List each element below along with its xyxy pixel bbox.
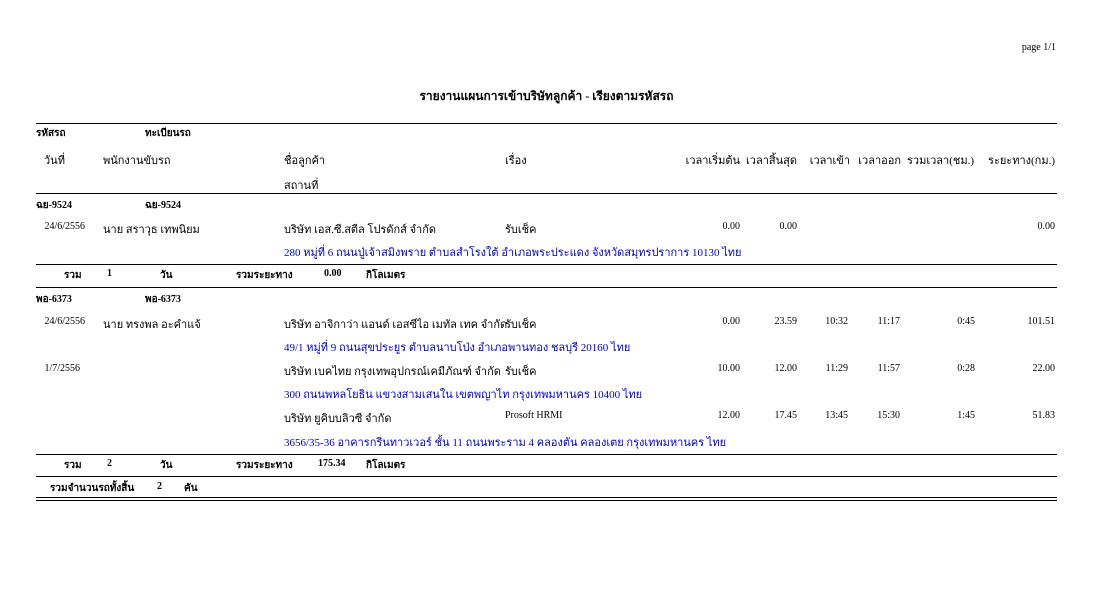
group-total-days: 1: [107, 268, 112, 279]
header-end-time: เวลาสิ้นสุด: [746, 155, 797, 167]
row-distance: 101.51: [1027, 316, 1055, 327]
row-hours: 0:28: [957, 363, 975, 374]
row-subject: Prosoft HRMI: [505, 410, 563, 421]
row-distance: 0.00: [1037, 221, 1055, 232]
row-end: 12.00: [774, 363, 797, 374]
group-summary-bottom-rule: [36, 476, 1057, 477]
row-time-out: 15:30: [877, 410, 900, 421]
row-time-in: 10:32: [825, 316, 848, 327]
row-time-in: 11:29: [825, 363, 848, 374]
group-distance-label: รวมระยะทาง: [236, 460, 293, 471]
row-start: 0.00: [722, 221, 740, 232]
row-start: 12.00: [717, 410, 740, 421]
row-address: 300 ถนนพหลโยธิน แขวงสามเสนใน เขตพญาไท กรุงเทพมหานคร 10400 ไทย: [284, 389, 643, 401]
row-customer: บริษัท ยูคิบบลิวซี จำกัด: [284, 413, 392, 425]
group-plate: พอ-6373: [145, 294, 181, 305]
header-distance: ระยะทาง(กม.): [988, 155, 1055, 167]
header-plate: ทะเบียนรถ: [145, 128, 191, 139]
row-time-out: 11:57: [877, 363, 900, 374]
group-day-unit: วัน: [160, 270, 173, 281]
group-car-code: พอ-6373: [36, 294, 72, 305]
group-plate: ฉย-9524: [145, 200, 182, 211]
report-title: รายงานแผนการเข้าบริษัทลูกค้า - เรียงตามรหัสรถ: [419, 89, 674, 103]
row-subject: รับเช็ค: [505, 366, 537, 378]
row-hours: 1:45: [957, 410, 975, 421]
header-car-code: รหัสรถ: [36, 128, 66, 139]
row-date: 1/7/2556: [44, 363, 80, 374]
group-total-label: รวม: [64, 270, 82, 281]
row-customer: บริษัท อาจิกาว่า แอนด์ เอสซีไอ เมทัล เทค จำกัด: [284, 319, 508, 331]
row-address: 3656/35-36 อาคารกรีนทาวเวอร์ ชั้น 11 ถนนพระราม 4 คลองตัน คลองเตย กรุงเทพมหานคร ไทย: [284, 437, 727, 449]
header-customer: ชื่อลูกค้า: [284, 155, 326, 167]
group-total-label: รวม: [64, 460, 82, 471]
row-customer: บริษัท เอส.ซี.สตีล โปรดักส์ จำกัด: [284, 224, 437, 236]
header-date: วันที่: [44, 155, 65, 167]
group-summary-top-rule: [36, 454, 1057, 455]
grand-total-unit: คัน: [184, 483, 198, 494]
group-distance-value: 175.34: [318, 458, 346, 469]
row-subject: รับเช็ค: [505, 319, 537, 331]
group-summary-bottom-rule: [36, 287, 1057, 288]
header-time-in: เวลาเข้า: [809, 155, 850, 167]
row-date: 24/6/2556: [44, 221, 85, 232]
group-car-code: ฉย-9524: [36, 200, 73, 211]
row-time-in: 13:45: [825, 410, 848, 421]
header-place: สถานที่: [284, 180, 319, 192]
header-start-time: เวลาเริ่มต้น: [685, 155, 740, 167]
row-driver: นาย สราวุธ เทพนิยม: [103, 224, 200, 236]
grand-total-count: 2: [157, 481, 162, 492]
grand-total-rule-1: [36, 497, 1057, 498]
grand-total-rule-2: [36, 500, 1057, 501]
row-time-out: 11:17: [877, 316, 900, 327]
group-distance-value: 0.00: [324, 268, 342, 279]
header-top-rule: [36, 123, 1057, 124]
header-bottom-rule: [36, 193, 1057, 194]
row-end: 23.59: [774, 316, 797, 327]
row-end: 0.00: [779, 221, 797, 232]
row-end: 17.45: [774, 410, 797, 421]
row-date: 24/6/2556: [44, 316, 85, 327]
row-distance: 51.83: [1032, 410, 1055, 421]
header-total-hours: รวมเวลา(ชม.): [907, 155, 974, 167]
header-subject: เรื่อง: [505, 155, 527, 167]
row-distance: 22.00: [1032, 363, 1055, 374]
group-total-days: 2: [107, 458, 112, 469]
group-km-unit: กิโลเมตร: [366, 270, 406, 281]
row-subject: รับเช็ค: [505, 224, 537, 236]
group-distance-label: รวมระยะทาง: [236, 270, 293, 281]
row-hours: 0:45: [957, 316, 975, 327]
header-time-out: เวลาออก: [858, 155, 901, 167]
page-number: page 1/1: [1021, 42, 1056, 53]
row-address: 49/1 หมู่ที่ 9 ถนนสุขประยูร ตำบลนาบโป่ง อำเภอพานทอง ชลบุรี 20160 ไทย: [284, 342, 631, 354]
row-address: 280 หมู่ที่ 6 ถนนปู่เจ้าสมิงพราย ตำบลสำโรงใต้ อำเภอพระประแดง จังหวัดสมุทรปราการ 10130 ไทย: [284, 247, 742, 259]
row-customer: บริษัท เบคไทย กรุงเทพอุปกรณ์เคมีภัณฑ์ จำกัด: [284, 366, 501, 378]
row-start: 0.00: [722, 316, 740, 327]
header-driver: พนักงานขับรถ: [103, 155, 171, 167]
group-km-unit: กิโลเมตร: [366, 460, 406, 471]
group-day-unit: วัน: [160, 460, 173, 471]
group-summary-top-rule: [36, 264, 1057, 265]
grand-total-label: รวมจำนวนรถทั้งสิ้น: [50, 483, 135, 494]
row-driver: นาย ทรงพล อะคำแจ้: [103, 319, 201, 331]
row-start: 10.00: [717, 363, 740, 374]
